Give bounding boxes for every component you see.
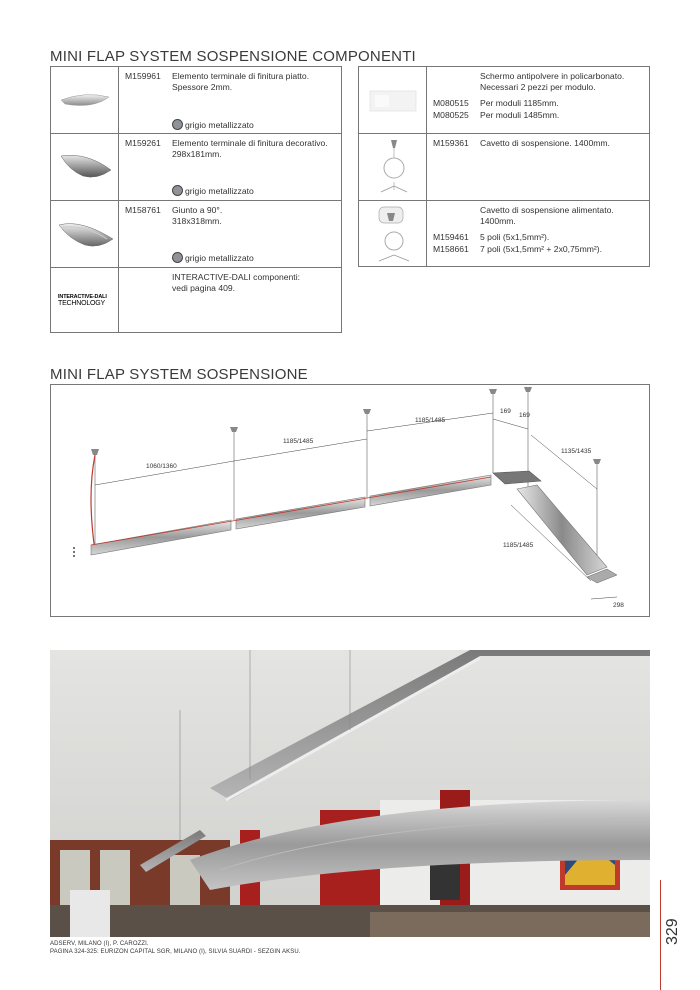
dimension-label: 1185/1485 <box>415 417 446 424</box>
product-desc: 298x181mm. <box>172 149 222 159</box>
flat-end-cap-icon <box>59 87 111 113</box>
finish-label: grigio metallizzato <box>172 252 254 264</box>
product-desc: Giunto a 90°. <box>172 205 223 215</box>
product-code: M080515 <box>433 98 469 108</box>
dimension-label: 1185/1485 <box>283 438 314 445</box>
ceiling-canopies <box>91 387 601 464</box>
table-row <box>51 134 341 201</box>
components-table-right <box>358 66 650 267</box>
product-desc: 318x318mm. <box>172 216 222 226</box>
suspension-system-diagram <box>50 384 650 617</box>
decorative-end-cap-icon <box>57 148 115 184</box>
product-code: M159261 <box>125 138 161 148</box>
dimension-label: 169 <box>500 408 511 415</box>
product-code: M158661 <box>433 244 469 254</box>
dimension-label: 1135/1435 <box>561 448 592 455</box>
powered-suspension-cable-icon <box>367 203 421 265</box>
product-desc: 7 poli (5x1,5mm² + 2x0,75mm²). <box>480 244 603 254</box>
product-desc: Per moduli 1185mm. <box>480 98 559 108</box>
product-desc: Cavetto di sospensione alimentato. <box>480 205 614 215</box>
table-row <box>51 201 341 268</box>
page-edge-rule <box>660 880 661 990</box>
product-desc: Elemento terminale di finitura piatto. <box>172 71 310 81</box>
product-desc: 5 poli (5x1,5mm²). <box>480 232 550 242</box>
table-row <box>51 67 341 134</box>
photo-credit: PAGINA 324-325: EURIZON CAPITAL SGR, MILANO (I), SILVIA SUARDI - SEZGIN AKSU. <box>50 949 301 955</box>
product-code: M158761 <box>125 205 161 215</box>
dust-screen-icon <box>369 89 417 113</box>
product-code: M080525 <box>433 110 469 120</box>
product-desc: INTERACTIVE-DALI componenti: <box>172 272 300 282</box>
finish-label: grigio metallizzato <box>172 185 254 197</box>
product-code: M159361 <box>433 138 469 148</box>
finish-label: grigio metallizzato <box>172 119 254 131</box>
dimension-label: 169 <box>519 412 530 419</box>
color-swatch-icon <box>172 119 183 130</box>
product-desc: vedi pagina 409. <box>172 283 236 293</box>
table-row <box>359 201 649 268</box>
dimension-label: 1185/1485 <box>503 542 534 549</box>
dimension-label: 1060/1360 <box>146 463 177 470</box>
product-desc: Schermo antipolvere in policarbonato. <box>480 71 625 81</box>
interactive-dali-logo: INTERACTIVE-DALI TECHNOLOGY <box>58 294 107 307</box>
product-code: M159961 <box>125 71 161 81</box>
page-number: 329 <box>664 918 681 945</box>
photo-credit: ADSERV, MILANO (I), P. CAROZZI. <box>50 941 149 947</box>
components-table-left <box>50 66 342 333</box>
light-modules <box>91 471 617 583</box>
system-drawing <box>51 385 649 616</box>
product-desc: 1400mm. <box>480 216 516 226</box>
product-desc: Per moduli 1485mm. <box>480 110 560 120</box>
suspension-cable-icon <box>367 138 421 198</box>
table-row <box>359 67 649 134</box>
section-title-system: MINI FLAP SYSTEM SOSPENSIONE <box>50 366 308 383</box>
section-title-components: MINI FLAP SYSTEM SOSPENSIONE COMPONENTI <box>50 48 416 65</box>
power-cable <box>91 455 95 551</box>
dimension-label: 298 <box>613 602 624 609</box>
installation-photo <box>50 650 650 937</box>
table-row <box>51 268 341 334</box>
product-code: M159461 <box>433 232 469 242</box>
color-swatch-icon <box>172 185 183 196</box>
product-desc: Cavetto di sospensione. 1400mm. <box>480 138 610 148</box>
product-desc: Necessari 2 pezzi per modulo. <box>480 82 596 92</box>
color-swatch-icon <box>172 252 183 263</box>
product-desc: Elemento terminale di finitura decorativo. <box>172 138 328 148</box>
table-row <box>359 134 649 201</box>
end-plug-icon <box>73 547 75 557</box>
product-desc: Spessore 2mm. <box>172 82 233 92</box>
corner-joint-icon <box>55 213 117 251</box>
